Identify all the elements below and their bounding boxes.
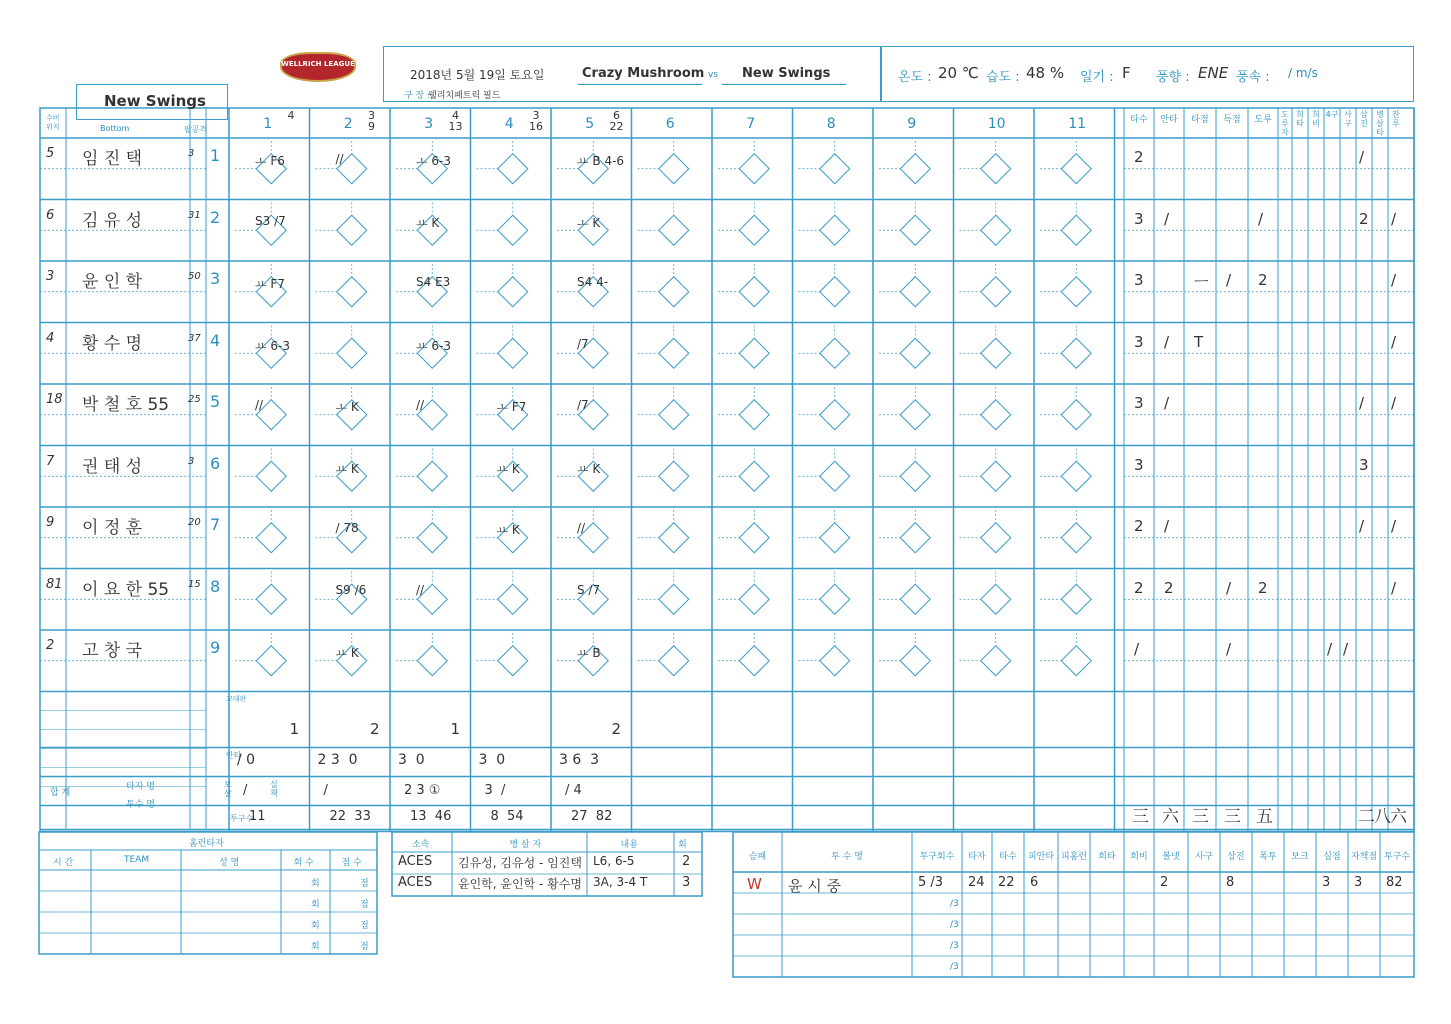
batter-stat: / — [1343, 640, 1349, 658]
dp-inning: 3 — [682, 875, 691, 890]
pitcher-stat: 3 — [1354, 875, 1363, 890]
pitcher-name: 윤 시 중 — [788, 877, 842, 895]
inning-hits: 3 6 3 — [559, 751, 600, 768]
batting-order: 5 — [210, 392, 221, 411]
inning-pitches: 27 82 — [571, 808, 613, 824]
lineup-number: 37 — [188, 332, 201, 344]
batting-order: 9 — [210, 638, 221, 657]
lineup-name: 황 수 명 — [82, 333, 143, 354]
inning-runs: 2 — [611, 719, 622, 738]
pitcher-stat: 3 — [1322, 875, 1331, 890]
away-team: New Swings — [742, 66, 831, 81]
cell-mark: ㅛ 6-3 — [255, 338, 291, 353]
pitch-label: 투구수 — [230, 813, 254, 823]
pitcher-result: W — [747, 875, 762, 893]
humidity-label: 습도 : — [986, 70, 1020, 85]
inning-hits: / 0 — [237, 751, 256, 768]
batter-stat: / — [1359, 394, 1365, 412]
dp-header: 소속 — [412, 840, 430, 850]
cell-mark: // — [255, 398, 264, 412]
batter-name-label: 타자 명 — [126, 781, 155, 792]
inning-header-7: 7 — [746, 116, 756, 132]
pitcher-header: 승패 — [748, 852, 767, 862]
cell-mark: ㅗ K — [335, 400, 359, 414]
batter-stat: 2 — [1134, 148, 1144, 166]
stat-header-11: 병살타 — [1376, 110, 1384, 137]
temp-value: 20 ℃ — [938, 64, 979, 82]
inning-pitches: 13 46 — [410, 808, 452, 824]
batter-stat: / — [1359, 148, 1365, 166]
cell-mark: ㅗ 6-3 — [416, 154, 452, 168]
homerun-header: TEAM — [124, 855, 150, 865]
pitcher-header: 투구수 — [1383, 852, 1411, 862]
batter-stat: 2 — [1258, 578, 1268, 597]
stat-header-9: 사구 — [1344, 110, 1352, 128]
cell-mark: S /7 — [577, 582, 601, 597]
inning-mark-3: 4 13 — [448, 109, 463, 133]
pitcher-stat: 6 — [1030, 875, 1039, 890]
gyodae-label: 교대판 — [226, 694, 247, 703]
dp-detail: 3A, 3-4 T — [593, 875, 648, 889]
cell-mark: ㅛ K — [496, 461, 520, 476]
batter-stat: 2 — [1134, 578, 1144, 597]
cell-mark: ㅛ K — [335, 646, 359, 660]
bosal-label: 보 살 — [224, 779, 232, 798]
homerun-jeom: 점 — [360, 921, 369, 931]
stadium-label: 구 장 : — [404, 91, 431, 101]
total-label: 합 계 — [50, 787, 71, 798]
pitcher-header: 보크 — [1291, 852, 1309, 862]
inning-bosal: / — [323, 782, 328, 798]
batter-stat: / — [1391, 394, 1397, 412]
cell-mark: /7 — [577, 398, 589, 412]
dp-detail: L6, 6-5 — [593, 854, 635, 868]
batter-stat: 3 — [1134, 332, 1144, 351]
batter-stat: / — [1226, 271, 1232, 289]
batting-order: 6 — [210, 453, 221, 473]
pos-label: 수비 위치 — [46, 114, 60, 131]
total-stat: 六 — [1162, 806, 1179, 827]
inning-header-8: 8 — [826, 116, 836, 132]
inning-bosal: 3 / — [484, 782, 506, 798]
stat-header-4: 도루 — [1254, 115, 1272, 125]
inning-pitches: 11 — [249, 808, 266, 824]
pitcher-header: 자책점 — [1350, 852, 1378, 862]
lineup-name: 권 태 성 — [82, 456, 143, 477]
humidity-value: 48 % — [1026, 64, 1065, 82]
batter-stat: / — [1164, 209, 1170, 228]
pitcher-header: 사구 — [1195, 852, 1213, 862]
wind-speed-value: / m/s — [1288, 66, 1318, 80]
lineup-name: 이 요 한 55 — [82, 579, 170, 600]
pitcher-name-label: 투수 명 — [126, 799, 155, 810]
batter-stat: 3 — [1134, 271, 1144, 289]
slash3-label: /3 — [950, 941, 959, 951]
inning-header-1: 1 — [263, 116, 273, 132]
batter-stat: / — [1134, 640, 1140, 658]
batter-stat: / — [1391, 332, 1397, 351]
total-stat: 三 — [1224, 806, 1241, 827]
batter-stat: / — [1226, 578, 1232, 597]
inning-hits: 3 0 — [398, 751, 425, 768]
batter-stat: / — [1164, 332, 1170, 351]
bottom-label: Bottom — [100, 124, 130, 133]
batter-stat: / — [1258, 209, 1264, 228]
cell-mark: ㅛ B — [577, 646, 601, 660]
inning-bosal: / 4 — [565, 782, 582, 798]
home-team: Crazy Mushroom — [582, 66, 705, 81]
inning-runs: 1 — [450, 719, 461, 738]
dp-header: 병 살 자 — [509, 840, 542, 850]
pitcher-header: 희타 — [1098, 852, 1116, 862]
lineup-name: 윤 인 학 — [82, 272, 143, 292]
cell-mark: // — [335, 152, 344, 166]
homerun-hoe: 회 — [311, 900, 320, 910]
vs-label: vs — [708, 70, 719, 80]
lineup-position: 4 — [46, 330, 55, 346]
batter-stat: 2 — [1164, 578, 1174, 597]
cell-mark: S9 /6 — [335, 582, 367, 597]
lineup-number: 25 — [188, 394, 201, 405]
cell-mark: // — [577, 521, 586, 535]
inning-header-9: 9 — [907, 116, 917, 132]
inning-bosal: 2 3 ① — [404, 782, 441, 798]
stadium-name: 웰리치패트릭 필드 — [428, 91, 501, 101]
cell-mark: ㅛ K — [335, 461, 359, 476]
pitcher-header: 폭투 — [1259, 852, 1277, 862]
homerun-header: 시 간 — [53, 858, 74, 868]
total-stat: 三 — [1132, 806, 1149, 827]
cell-mark: ㅗ K — [577, 215, 601, 230]
batter-stat: / — [1226, 640, 1232, 658]
homerun-hoe: 회 — [311, 879, 320, 889]
batter-stat: / — [1164, 394, 1170, 412]
cell-mark: ㅛ 6-3 — [416, 338, 452, 353]
batter-stat: T — [1194, 332, 1204, 351]
pitcher-header: 투 수 명 — [831, 852, 863, 862]
inning-runs: 1 — [289, 719, 300, 738]
pitcher-header: 삼진 — [1227, 852, 1245, 862]
total-stat: 二 — [1358, 806, 1375, 827]
temp-label: 온도 : — [898, 70, 932, 85]
inning-mark-1: 4 — [287, 109, 295, 122]
dp-header: 내용 — [620, 840, 638, 850]
lineup-name: 임 진 택 — [82, 149, 143, 169]
cell-mark: ㅛ K — [496, 523, 520, 537]
stat-header-10: 삼진 — [1360, 110, 1368, 128]
cell-mark: S4 4- — [577, 275, 609, 289]
batter-stat: 2 — [1359, 209, 1369, 228]
pitcher-stat: 22 — [998, 875, 1015, 890]
batter-stat: / — [1164, 517, 1170, 535]
cell-mark: S4 E3 — [416, 275, 451, 289]
homerun-hoe: 회 — [311, 942, 320, 952]
lineup-position: 18 — [46, 392, 63, 407]
silchaek-label: 실 책 — [270, 779, 278, 798]
lineup-number: 3 — [188, 148, 195, 159]
stat-header-3: 득점 — [1223, 115, 1241, 125]
pitcher-header: 타자 — [968, 852, 986, 862]
pitcher-stat: 5 /3 — [918, 875, 944, 890]
lineup-position: 5 — [46, 146, 55, 161]
lineup-position: 6 — [46, 207, 55, 223]
lineup-number: 31 — [188, 209, 201, 221]
lineup-position: 7 — [46, 453, 55, 469]
dp-players: 윤인학, 윤인학 - 황수명 — [458, 877, 582, 891]
total-stat: 三 — [1192, 806, 1209, 827]
batter-stat: / — [1327, 640, 1333, 658]
cell-mark: ㅛ K — [416, 215, 440, 230]
lineup-name: 이 정 훈 — [82, 518, 143, 538]
lineup-name: 박 철 호 55 — [82, 395, 170, 415]
batting-order: 4 — [210, 330, 221, 350]
stat-header-1: 안타 — [1160, 115, 1178, 125]
dp-team: ACES — [398, 875, 433, 890]
wind-dir-value: ENE — [1198, 64, 1229, 82]
inning-bosal: / — [243, 782, 248, 798]
inning-header-3: 3 — [424, 116, 434, 132]
league-logo: WELLRICH LEAGUE — [276, 44, 360, 90]
lineup-number: 50 — [188, 271, 201, 282]
batter-stat: 3 — [1134, 209, 1144, 228]
batter-stat: / — [1391, 517, 1397, 535]
batter-stat: 2 — [1134, 517, 1144, 535]
inning-header-10: 10 — [987, 116, 1006, 132]
homerun-jeom: 점 — [360, 942, 369, 952]
cell-mark: ㅛ K — [577, 461, 601, 476]
dp-team: ACES — [398, 854, 433, 869]
inning-pitches: 22 33 — [329, 808, 371, 824]
team-name: New Swings — [104, 92, 206, 110]
lineup-position: 3 — [46, 269, 55, 284]
back-label: 팔공격 — [184, 125, 208, 134]
batting-order: 2 — [210, 207, 221, 227]
homerun-jeom: 점 — [360, 900, 369, 910]
pitcher-header: 피홈런 — [1060, 852, 1088, 862]
batter-stat: 3 — [1134, 455, 1144, 474]
inning-mark-5: 6 22 — [609, 109, 624, 133]
cell-mark: /7 — [577, 336, 589, 351]
cell-mark: // — [416, 398, 425, 412]
batting-order: 3 — [210, 269, 221, 288]
homerun-hoe: 회 — [311, 921, 320, 931]
cell-mark: ㅛ B 4-6 — [577, 154, 625, 168]
homerun-title: 홈런타자 — [189, 839, 224, 849]
batter-stat: / — [1391, 209, 1397, 228]
wind-dir-label: 풍향 : — [1156, 70, 1190, 85]
inning-pitches: 8 54 — [490, 808, 524, 824]
lineup-position: 9 — [46, 515, 55, 530]
pitcher-stat: 8 — [1226, 875, 1235, 890]
batting-order: 7 — [210, 515, 221, 534]
total-stat: 五 — [1256, 806, 1273, 827]
batter-stat: 3 — [1134, 394, 1144, 412]
cell-mark: ㅗ F6 — [255, 154, 285, 168]
inning-header-5: 5 — [585, 116, 595, 132]
inning-header-11: 11 — [1068, 116, 1087, 132]
inning-header-6: 6 — [665, 116, 675, 132]
batter-stat: / — [1391, 271, 1397, 289]
homerun-header: 점 수 — [341, 858, 362, 868]
homerun-header: 성 명 — [219, 858, 240, 868]
lineup-number: 3 — [188, 455, 195, 467]
cell-mark: / 78 — [335, 521, 359, 535]
batter-stat: ㅡ — [1194, 273, 1209, 291]
lineup-name: 김 유 성 — [82, 210, 143, 231]
homerun-jeom: 점 — [360, 879, 369, 889]
inning-mark-2: 3 9 — [368, 109, 375, 133]
batter-stat: 3 — [1359, 455, 1369, 474]
cell-mark: ㅗ F7 — [496, 400, 527, 414]
pitcher-header: 피안타 — [1027, 852, 1055, 862]
dp-inning: 2 — [682, 854, 691, 869]
pitcher-stat: 24 — [968, 875, 985, 890]
cell-mark: // — [416, 582, 425, 597]
dp-header: 회 — [678, 840, 687, 850]
pitcher-stat: 82 — [1386, 875, 1403, 890]
total-stat: 六 — [1390, 806, 1407, 827]
inning-header-2: 2 — [343, 116, 353, 132]
inning-hits: 2 3 0 — [317, 751, 358, 768]
cell-mark: S3 /7 — [255, 213, 286, 228]
pitcher-header: 희비 — [1130, 852, 1148, 862]
slash3-label: /3 — [950, 962, 959, 972]
pitcher-stat: 2 — [1160, 875, 1169, 890]
slash3-label: /3 — [950, 899, 959, 909]
pitcher-header: 실점 — [1323, 852, 1341, 862]
pitcher-header: 투구회수 — [919, 852, 955, 862]
hits-label: 안타 — [226, 750, 242, 760]
batter-stat: / — [1391, 578, 1397, 597]
lineup-position: 2 — [46, 638, 55, 653]
inning-mark-4: 3 16 — [529, 109, 543, 133]
lineup-number: 20 — [188, 517, 201, 528]
lineup-position: 81 — [46, 576, 63, 592]
pitcher-header: 볼넷 — [1162, 852, 1180, 862]
inning-hits: 3 0 — [478, 751, 506, 768]
inning-runs: 2 — [370, 719, 380, 738]
weather-label: 일기 : — [1080, 70, 1114, 85]
stat-header-8: 4구 — [1325, 110, 1339, 119]
homerun-header: 회 수 — [293, 858, 314, 868]
batter-stat: 2 — [1258, 271, 1268, 289]
batting-order: 1 — [210, 146, 221, 165]
stat-header-5: 도루자 — [1281, 110, 1289, 137]
slash3-label: /3 — [950, 920, 959, 930]
stat-header-12: 잔루 — [1392, 110, 1400, 128]
stat-header-2: 타점 — [1191, 115, 1209, 125]
stat-header-0: 타수 — [1130, 115, 1148, 125]
lineup-number: 15 — [188, 578, 201, 590]
stat-header-6: 희타 — [1296, 110, 1304, 128]
cell-mark: ㅛ F7 — [255, 277, 285, 291]
weather-value: F — [1122, 64, 1131, 82]
game-date: 2018년 5월 19일 토요일 — [410, 68, 545, 82]
total-stat: 八 — [1374, 806, 1391, 827]
stat-header-7: 희비 — [1312, 110, 1320, 128]
wind-speed-label: 풍속 : — [1236, 70, 1270, 85]
pitcher-header: 타수 — [999, 852, 1017, 862]
batting-order: 8 — [210, 576, 221, 596]
lineup-name: 고 창 국 — [82, 641, 143, 661]
dp-players: 김유성, 김유성 - 임진택 — [458, 856, 582, 870]
batter-stat: / — [1359, 517, 1365, 535]
inning-header-4: 4 — [504, 116, 514, 132]
